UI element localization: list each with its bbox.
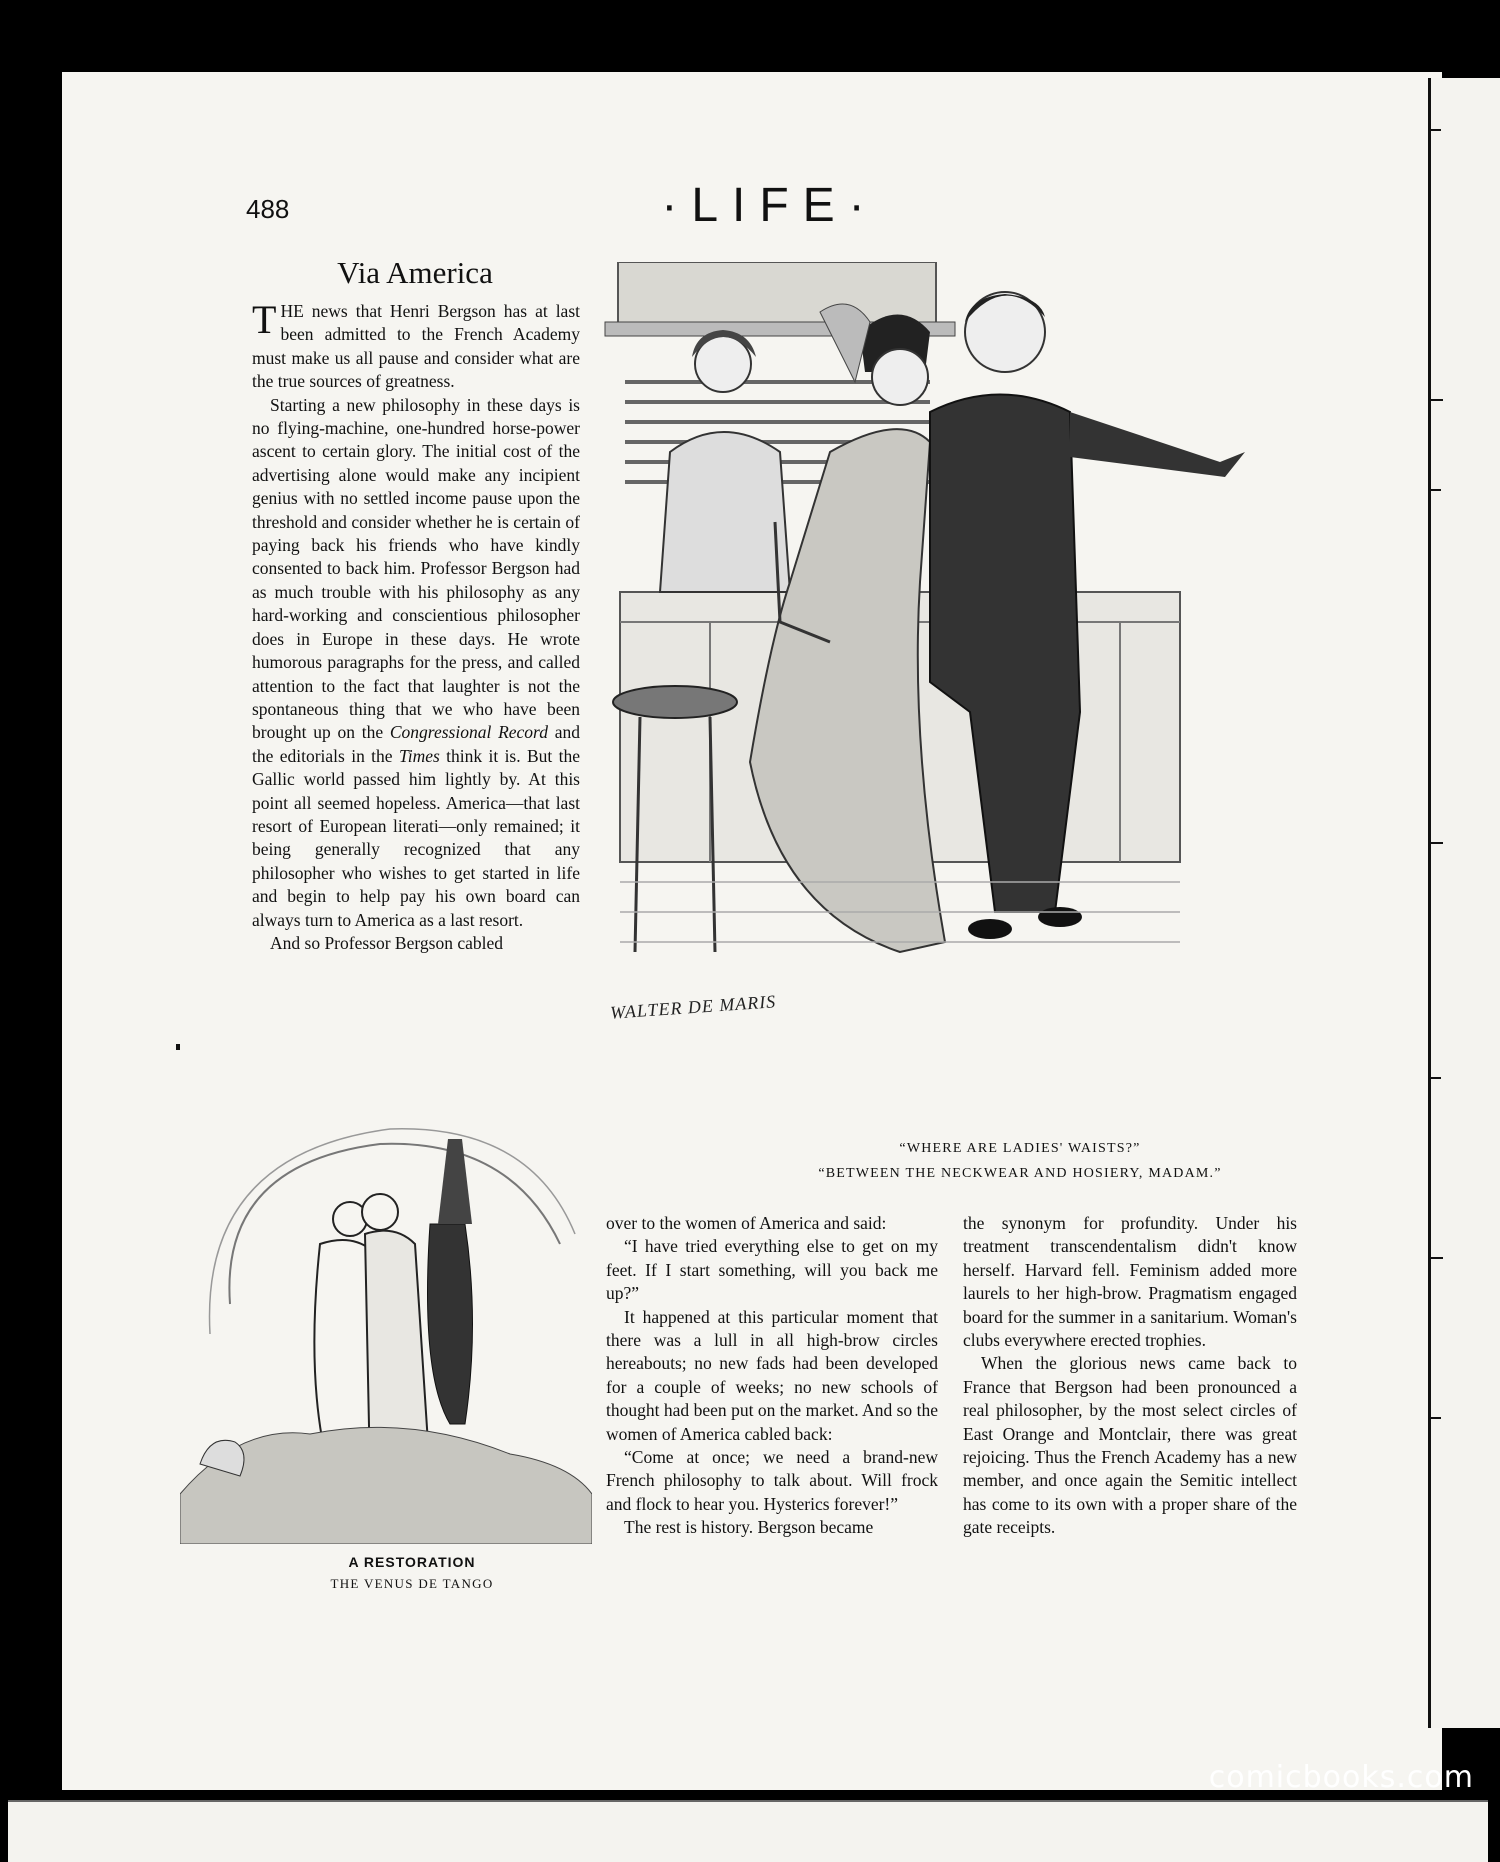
page-number: 488 bbox=[246, 194, 290, 224]
article-column-2 bbox=[606, 1212, 938, 1540]
paragraph: over to the women of America and said: bbox=[606, 1213, 887, 1233]
caption-answer: “BETWEEN THE NECKWEAR AND HOSIERY, MADAM.” bbox=[818, 1166, 1222, 1181]
illustration-signature: WALTER DE MARIS bbox=[609, 991, 777, 1023]
paragraph: It happened at this particular moment that there was a lull in all high-brow circles hereabouts; no new fads had been developed for a couple of weeks; no new schools of thought had been put on the market. And so the women of America cabled back: bbox=[606, 1306, 938, 1444]
cartoon-illustration bbox=[600, 262, 1358, 1098]
paragraph: “Come at once; we need a brand-new French philosophy to talk about. Will frock and flock to hear you. Hysterics forever!” bbox=[606, 1447, 938, 1514]
page-edge-ticks bbox=[1431, 78, 1500, 1728]
caption-title: A RESTORATION bbox=[348, 1554, 476, 1570]
illustration-caption bbox=[252, 1554, 572, 1592]
paragraph: And so Professor Bergson cabled bbox=[270, 932, 503, 953]
paragraph: “I have tried everything else to get on my feet. If I start something, will you back me up?” bbox=[606, 1236, 938, 1304]
paragraph: the synonym for profundity. Under his treatment transcendentalism didn't know herself. Harvard fell. Feminism added more laurels to her high-brow. Pragmatism engaged board for the summer in a sanitarium. Woman's clubs everywhere erected trophies. bbox=[963, 1213, 1297, 1351]
paragraph: THE news that Henri Bergson has at last been admitted to the French Academy must make us all pause and consider what are the true sources of greatness. bbox=[252, 297, 580, 392]
paragraph: When the glorious news came back to France that Bergson had been pronounced a real philosopher, by the most select circles of East Orange and Montclair, there was great rejoicing. Thus the French Academy has a new member, and once again the Semitic intellect has come to its own with a proper share of the gate receipts. bbox=[963, 1353, 1297, 1538]
article-column-3 bbox=[963, 1212, 1297, 1540]
caption-question: “WHERE ARE LADIES' WAISTS?” bbox=[899, 1141, 1141, 1156]
masthead: ·LIFE· bbox=[661, 179, 879, 232]
paragraph: The rest is history. Bergson became bbox=[624, 1517, 874, 1538]
italic-title: Congressional Record bbox=[389, 722, 548, 743]
article-title: Via America bbox=[337, 255, 493, 290]
adjacent-page-edge bbox=[1428, 78, 1500, 1728]
ink-speck bbox=[176, 1044, 180, 1050]
caption-subtitle: THE VENUS DE TANGO bbox=[330, 1576, 494, 1591]
cartoon-caption bbox=[700, 1136, 1340, 1186]
site-watermark: comicbooks.com bbox=[1208, 1760, 1474, 1795]
next-page-edge bbox=[8, 1800, 1488, 1862]
italic-title: Times bbox=[398, 745, 440, 766]
venus-de-tango-illustration bbox=[180, 1124, 592, 1584]
article-column-1 bbox=[252, 297, 580, 955]
paragraph: Starting a new philosophy in these days is no flying-machine, one-hundred horse-power ascent to certain glory. The initial cost of the advertising alone would make any incipient genius with no settled income pause upon the threshold and consider whether he is certain of paying back his friends who have kindly consented to back him. Professor Bergson had as much trouble with his philosophy as any hard-working and conscientious philosopher does in Europe in these days. He wrote humorous paragraphs for the press, and called attention to the fact that laughter is not the spontaneous thing that we who have been brought up on the Congressional Record and the editorials in the Times think it is. But the Gallic world passed him lightly by. At this point all seemed hopeless. America—that last resort of European literati—only remained; it being generally recognized that any philosopher who wishes to get started in life and begin to help pay his own board can always turn to America as a last resort. bbox=[252, 394, 580, 930]
drop-cap: T bbox=[252, 297, 277, 342]
